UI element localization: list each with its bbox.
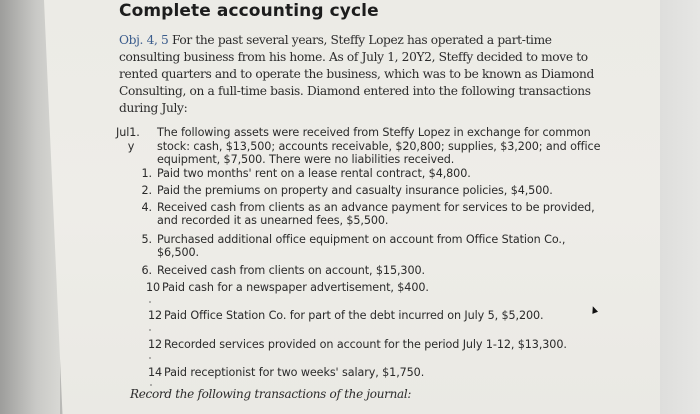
- transaction-date-suffix: y: [127, 139, 135, 153]
- transaction-text: Purchased additional office equipment on account from Office Station Co.,: [157, 233, 566, 246]
- intro-line: Consulting, on a full-time basis. Diamond entered into the following transactions: [119, 84, 591, 98]
- transaction-text: Received cash from clients on account, $15,300.: [157, 264, 425, 277]
- transaction-text: The following assets were received from Steffy Lopez in exchange for common: [157, 126, 591, 139]
- transaction-date: 12: [148, 338, 163, 351]
- problem-title: Complete accounting cycle: [119, 1, 379, 21]
- transaction-text: and recorded it as unearned fees, $5,500.: [157, 213, 389, 227]
- stray-mark: [149, 301, 151, 303]
- intro-line: during July:: [119, 101, 188, 115]
- transaction-text: Paid receptionist for two weeks' salary, $1,750.: [164, 366, 425, 379]
- intro-line: consulting business from his home. As of July 1, 20Y2, Steffy decided to move to: [119, 50, 588, 64]
- transaction-date: 10: [146, 281, 161, 294]
- stray-mark: [149, 329, 151, 331]
- transaction-text: stock: cash, $13,500; accounts receivable, $20,800; supplies, $3,200; and office: [157, 139, 601, 153]
- transaction-date: 4.: [141, 201, 152, 214]
- objective-label: Obj. 4, 5: [119, 33, 169, 47]
- transaction-date: 12: [148, 309, 163, 322]
- transaction-text: $6,500.: [157, 245, 200, 259]
- journal-instruction: Record the following transactions of the journal:: [130, 387, 412, 401]
- problem-intro: [119, 32, 609, 117]
- transaction-date: 5.: [141, 233, 152, 246]
- transaction-text: Paid two months' rent on a lease rental contract, $4,800.: [157, 167, 471, 180]
- stray-mark: [150, 384, 152, 386]
- transaction-date: 1.: [141, 167, 152, 180]
- transaction-date: 2.: [141, 184, 152, 197]
- intro-line: rented quarters and to operate the business, which was to be known as Diamond: [119, 67, 594, 81]
- transaction-text: Paid Office Station Co. for part of the debt incurred on July 5, $5,200.: [164, 309, 544, 322]
- transaction-text: Received cash from clients as an advance payment for services to be provided,: [157, 201, 595, 214]
- transaction-date: Jul1.: [116, 126, 140, 139]
- transaction-text: equipment, $7,500. There were no liabilities received.: [157, 153, 455, 167]
- transaction-text: Paid the premiums on property and casualty insurance policies, $4,500.: [157, 184, 553, 197]
- transaction-date: 14: [148, 366, 163, 379]
- intro-line: For the past several years, Steffy Lopez has operated a part-time: [168, 33, 552, 47]
- transaction-text: Paid cash for a newspaper advertisement, $400.: [162, 281, 429, 294]
- stray-mark: [149, 357, 151, 359]
- transaction-text: Recorded services provided on account for the period July 1-12, $13,300.: [164, 338, 567, 351]
- transaction-date: 6.: [141, 264, 152, 277]
